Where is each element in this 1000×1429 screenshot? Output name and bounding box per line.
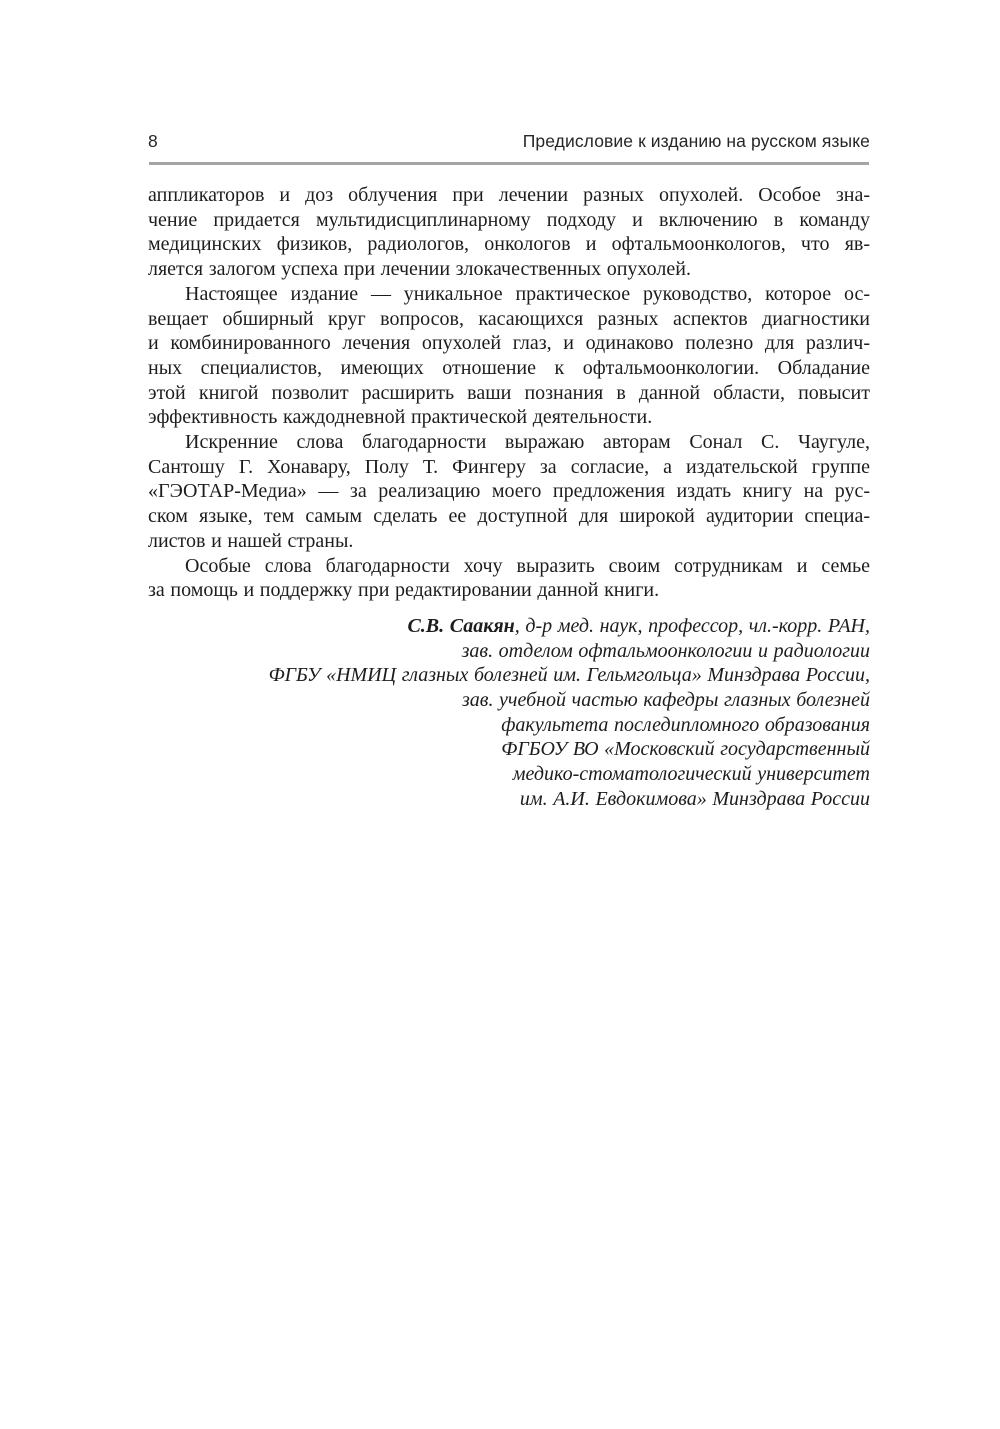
body-line: вещает обширный круг вопросов, касающихся разных аспектов диагностики bbox=[148, 307, 870, 330]
page-body bbox=[148, 183, 870, 812]
body-line: Искренние слова благодарности выражаю авторам Сонал С. Чаугуле, bbox=[185, 431, 870, 454]
paragraph-3 bbox=[148, 430, 870, 554]
header-rule bbox=[149, 162, 869, 165]
body-line: ском языке, тем самым сделать ее доступной для широкой аудитории специа- bbox=[148, 505, 870, 528]
signature-author-titles: , д-р мед. наук, профессор, чл.-корр. РАН, bbox=[514, 614, 870, 637]
paragraph-1 bbox=[148, 183, 870, 282]
signature-line: факультета последипломного образования bbox=[501, 713, 870, 736]
signature-author-name: С.В. Саакян bbox=[407, 614, 515, 637]
signature-block bbox=[148, 614, 870, 812]
page-number: 8 bbox=[148, 131, 158, 151]
signature-line: ФГБУ «НМИЦ глазных болезней им. Гельмгольца» Минздрава России, bbox=[268, 664, 870, 687]
signature-line: медико-стоматологический университет bbox=[512, 763, 870, 786]
body-line: этой книгой позволит расширить ваши познания в данной области, повысит bbox=[148, 381, 870, 404]
body-line: ляется залогом успеха при лечении злокачественных опухолей. bbox=[148, 258, 691, 281]
signature-line: зав. отделом офтальмоонкологии и радиологии bbox=[461, 639, 870, 662]
body-line: листов и нашей страны. bbox=[148, 529, 354, 552]
body-line: и комбинированного лечения опухолей глаз, и одинаково полезно для различ- bbox=[148, 332, 870, 355]
paragraph-4 bbox=[148, 554, 870, 603]
body-line: Особые слова благодарности хочу выразить своим сотрудникам и семье bbox=[185, 554, 870, 577]
body-line: аппликаторов и доз облучения при лечении разных опухолей. Особое зна- bbox=[148, 184, 870, 206]
signature-line: ФГБОУ ВО «Московский государственный bbox=[501, 738, 870, 761]
body-line: Сантошу Г. Хонавару, Полу Т. Фингеру за согласие, а издательской группе bbox=[148, 455, 870, 478]
paragraph-2 bbox=[148, 282, 870, 430]
signature-line: им. А.И. Евдокимова» Минздрава России bbox=[519, 787, 870, 810]
body-line: чение придается мультидисциплинарному подходу и включению в команду bbox=[148, 208, 870, 231]
body-line: Настоящее издание — уникальное практическое руководство, которое ос- bbox=[185, 282, 870, 305]
body-line: эффективность каждодневной практической деятельности. bbox=[148, 406, 653, 429]
body-line: за помощь и поддержку при редактировании данной книги. bbox=[148, 579, 660, 602]
page-header bbox=[148, 131, 870, 152]
body-line: медицинских физиков, радиологов, онкологов и офтальмоонкологов, что яв- bbox=[148, 233, 870, 256]
running-header-title: Предисловие к изданию на русском языке bbox=[522, 131, 870, 151]
body-line: «ГЭОТАР-Медиа» — за реализацию моего предложения издать книгу на рус- bbox=[148, 480, 870, 503]
signature-line bbox=[148, 614, 870, 639]
body-line: ных специалистов, имеющих отношение к офтальмоонкологии. Обладание bbox=[148, 356, 870, 379]
signature-line: зав. учебной частью кафедры глазных болезней bbox=[461, 689, 870, 712]
